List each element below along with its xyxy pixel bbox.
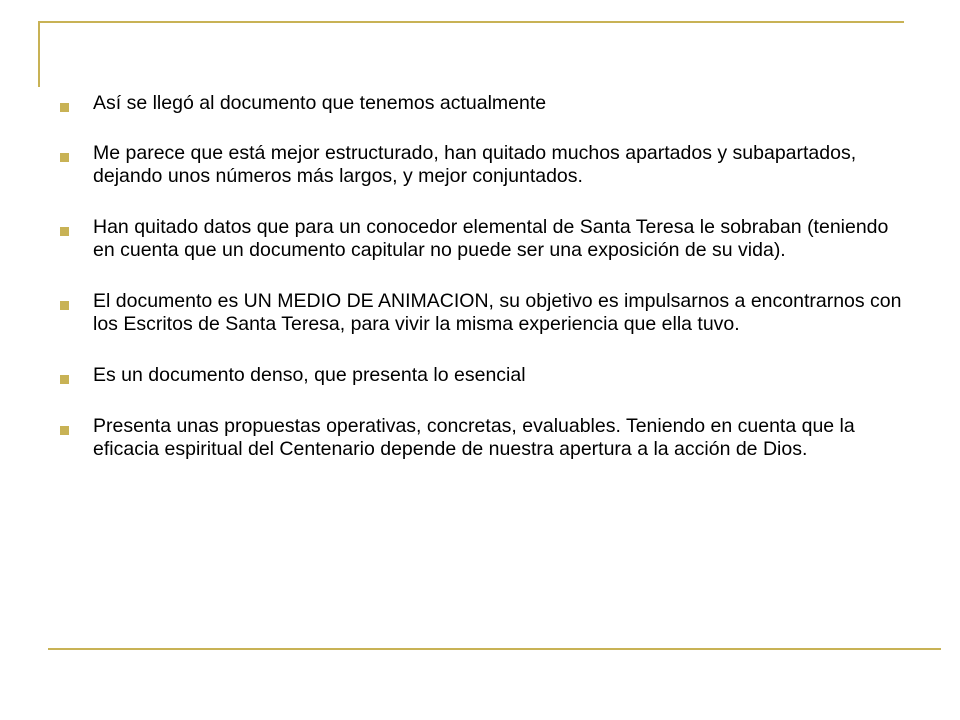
bottom-rule [48, 648, 941, 650]
bullet-text: Presenta unas propuestas operativas, concretas, evaluables. Teniendo en cuenta que la eficacia espiritual del Centenario depende de nuestra apertura a la acción de Dios. [93, 415, 855, 460]
square-bullet-icon [60, 103, 69, 112]
bullet-item [58, 142, 908, 188]
bullet-list [58, 86, 908, 461]
bullet-item [58, 415, 908, 461]
bullet-text: El documento es UN MEDIO DE ANIMACION, su objetivo es impulsarnos a encontrarnos con los Escritos de Santa Teresa, para vivir la misma experiencia que ella tuvo. [93, 290, 902, 335]
bullet-text: Han quitado datos que para un conocedor elemental de Santa Teresa le sobraban (teniendo en cuenta que un documento capitular no puede ser una exposición de su vida). [93, 216, 889, 261]
square-bullet-icon [60, 153, 69, 162]
left-rule [38, 21, 40, 87]
square-bullet-icon [60, 301, 69, 310]
bullet-item [58, 92, 908, 115]
bullet-item [58, 216, 908, 262]
bullet-text: Así se llegó al documento que tenemos actualmente [93, 92, 547, 114]
square-bullet-icon [60, 375, 69, 384]
square-bullet-icon [60, 227, 69, 236]
bullet-text: Es un documento denso, que presenta lo esencial [93, 364, 526, 386]
square-bullet-icon [60, 426, 69, 435]
bullet-item [58, 290, 908, 336]
bullet-text: Me parece que está mejor estructurado, han quitado muchos apartados y subapartados, dejando unos números más largos, y mejor conjuntados. [93, 142, 857, 187]
top-rule [38, 21, 904, 23]
bullet-item [58, 364, 908, 387]
